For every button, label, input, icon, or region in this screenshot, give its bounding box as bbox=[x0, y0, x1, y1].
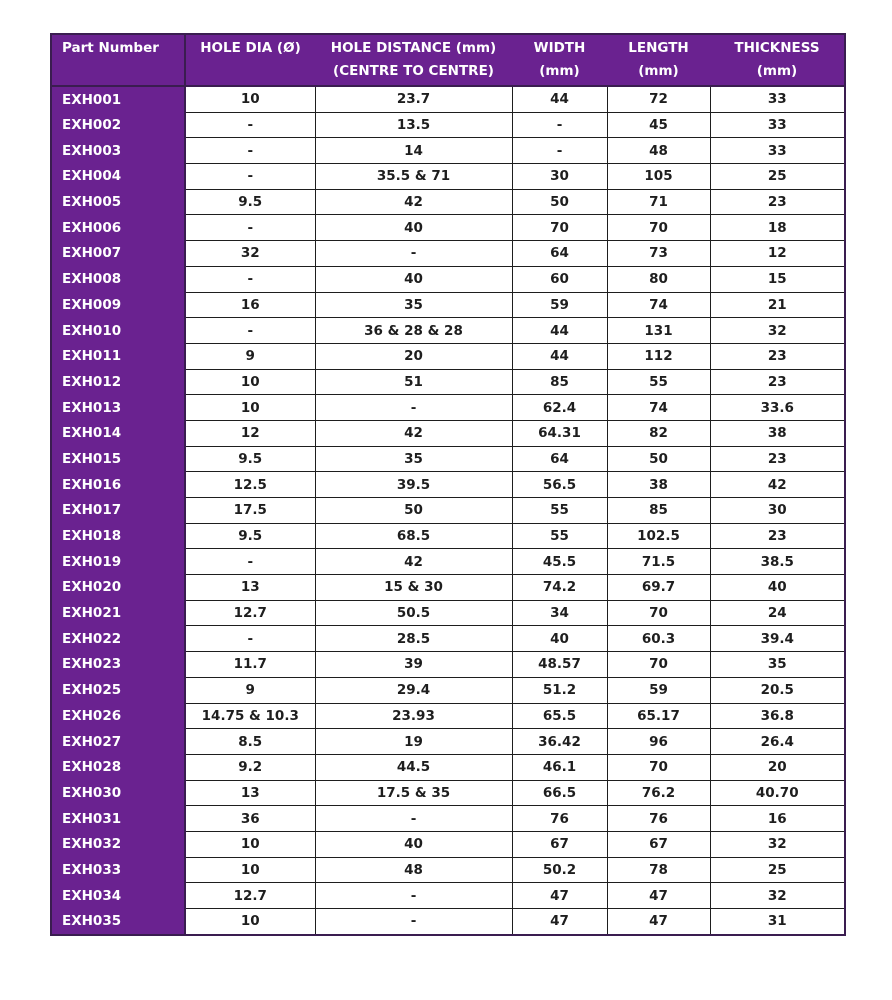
table-row bbox=[51, 754, 845, 780]
hole-distance-cell: - bbox=[315, 909, 512, 935]
part-number-cell: EXH011 bbox=[51, 343, 185, 369]
hole-dia-cell: 10 bbox=[185, 857, 315, 883]
part-number-cell: EXH032 bbox=[51, 831, 185, 857]
header-text-line: HOLE DIA (Ø) bbox=[200, 40, 301, 56]
part-number-cell: EXH007 bbox=[51, 241, 185, 267]
hole-dia-cell: - bbox=[185, 549, 315, 575]
length-cell: 67 bbox=[607, 831, 710, 857]
width-cell: 34 bbox=[512, 600, 607, 626]
part-number-cell: EXH014 bbox=[51, 420, 185, 446]
table-row bbox=[51, 420, 845, 446]
table-row bbox=[51, 189, 845, 215]
table-row bbox=[51, 652, 845, 678]
table-row bbox=[51, 138, 845, 164]
header-length bbox=[607, 34, 710, 86]
thickness-cell: 33 bbox=[710, 86, 845, 112]
length-cell: 47 bbox=[607, 909, 710, 935]
part-number-cell: EXH009 bbox=[51, 292, 185, 318]
length-cell: 96 bbox=[607, 729, 710, 755]
part-number-cell: EXH026 bbox=[51, 703, 185, 729]
table-row bbox=[51, 498, 845, 524]
part-number-cell: EXH004 bbox=[51, 164, 185, 190]
header-part-number bbox=[51, 34, 185, 86]
length-cell: 85 bbox=[607, 498, 710, 524]
hole-distance-cell: 40 bbox=[315, 215, 512, 241]
thickness-cell: 33 bbox=[710, 112, 845, 138]
table-row bbox=[51, 549, 845, 575]
thickness-cell: 40 bbox=[710, 575, 845, 601]
hole-dia-cell: 12.5 bbox=[185, 472, 315, 498]
hole-distance-cell: 13.5 bbox=[315, 112, 512, 138]
width-cell: 55 bbox=[512, 523, 607, 549]
width-cell: 64 bbox=[512, 446, 607, 472]
width-cell: 85 bbox=[512, 369, 607, 395]
table-row bbox=[51, 831, 845, 857]
part-number-cell: EXH023 bbox=[51, 652, 185, 678]
hole-distance-cell: 35 bbox=[315, 446, 512, 472]
hole-dia-cell: - bbox=[185, 266, 315, 292]
width-cell: 46.1 bbox=[512, 754, 607, 780]
hole-dia-cell: 10 bbox=[185, 369, 315, 395]
hole-dia-cell: 10 bbox=[185, 831, 315, 857]
hole-dia-cell: 12.7 bbox=[185, 600, 315, 626]
hole-dia-cell: - bbox=[185, 138, 315, 164]
hole-distance-cell: 42 bbox=[315, 549, 512, 575]
hole-dia-cell: 17.5 bbox=[185, 498, 315, 524]
width-cell: 59 bbox=[512, 292, 607, 318]
part-number-cell: EXH030 bbox=[51, 780, 185, 806]
header-hole-distance bbox=[315, 34, 512, 86]
hole-dia-cell: 32 bbox=[185, 241, 315, 267]
table-row bbox=[51, 241, 845, 267]
hole-distance-cell: 15 & 30 bbox=[315, 575, 512, 601]
table-row bbox=[51, 266, 845, 292]
length-cell: 112 bbox=[607, 343, 710, 369]
table-row bbox=[51, 600, 845, 626]
part-number-cell: EXH016 bbox=[51, 472, 185, 498]
thickness-cell: 33 bbox=[710, 138, 845, 164]
table-row bbox=[51, 86, 845, 112]
part-number-cell: EXH013 bbox=[51, 395, 185, 421]
hole-distance-cell: 36 & 28 & 28 bbox=[315, 318, 512, 344]
part-number-cell: EXH035 bbox=[51, 909, 185, 935]
thickness-cell: 25 bbox=[710, 164, 845, 190]
hole-dia-cell: 12.7 bbox=[185, 883, 315, 909]
hole-dia-cell: 12 bbox=[185, 420, 315, 446]
thickness-cell: 32 bbox=[710, 831, 845, 857]
part-number-cell: EXH003 bbox=[51, 138, 185, 164]
width-cell: 47 bbox=[512, 909, 607, 935]
thickness-cell: 21 bbox=[710, 292, 845, 318]
length-cell: 72 bbox=[607, 86, 710, 112]
table-row bbox=[51, 292, 845, 318]
hole-dia-cell: 14.75 & 10.3 bbox=[185, 703, 315, 729]
length-cell: 76 bbox=[607, 806, 710, 832]
hole-distance-cell: 50.5 bbox=[315, 600, 512, 626]
header-text-line: (mm) bbox=[539, 63, 580, 79]
hole-distance-cell: 23.93 bbox=[315, 703, 512, 729]
hole-distance-cell: 42 bbox=[315, 189, 512, 215]
thickness-cell: 16 bbox=[710, 806, 845, 832]
part-number-cell: EXH005 bbox=[51, 189, 185, 215]
width-cell: - bbox=[512, 138, 607, 164]
hole-distance-cell: 35.5 & 71 bbox=[315, 164, 512, 190]
thickness-cell: 31 bbox=[710, 909, 845, 935]
hole-dia-cell: 36 bbox=[185, 806, 315, 832]
hole-dia-cell: 9.5 bbox=[185, 523, 315, 549]
hole-distance-cell: 42 bbox=[315, 420, 512, 446]
hole-dia-cell: 13 bbox=[185, 575, 315, 601]
hole-dia-cell: 8.5 bbox=[185, 729, 315, 755]
length-cell: 60.3 bbox=[607, 626, 710, 652]
length-cell: 74 bbox=[607, 395, 710, 421]
header-hole-dia bbox=[185, 34, 315, 86]
length-cell: 70 bbox=[607, 652, 710, 678]
part-number-cell: EXH034 bbox=[51, 883, 185, 909]
hole-dia-cell: - bbox=[185, 626, 315, 652]
width-cell: 74.2 bbox=[512, 575, 607, 601]
parts-spec-table bbox=[50, 33, 846, 936]
part-number-cell: EXH019 bbox=[51, 549, 185, 575]
part-number-cell: EXH008 bbox=[51, 266, 185, 292]
part-number-cell: EXH018 bbox=[51, 523, 185, 549]
width-cell: 60 bbox=[512, 266, 607, 292]
length-cell: 48 bbox=[607, 138, 710, 164]
table-row bbox=[51, 806, 845, 832]
width-cell: 56.5 bbox=[512, 472, 607, 498]
width-cell: 48.57 bbox=[512, 652, 607, 678]
header-text-line: (CENTRE TO CENTRE) bbox=[333, 63, 494, 79]
part-number-cell: EXH022 bbox=[51, 626, 185, 652]
length-cell: 74 bbox=[607, 292, 710, 318]
length-cell: 70 bbox=[607, 754, 710, 780]
thickness-cell: 30 bbox=[710, 498, 845, 524]
table-row bbox=[51, 857, 845, 883]
length-cell: 70 bbox=[607, 215, 710, 241]
parts-table-container bbox=[50, 33, 844, 936]
width-cell: 50.2 bbox=[512, 857, 607, 883]
width-cell: 65.5 bbox=[512, 703, 607, 729]
length-cell: 76.2 bbox=[607, 780, 710, 806]
hole-distance-cell: 17.5 & 35 bbox=[315, 780, 512, 806]
hole-distance-cell: 19 bbox=[315, 729, 512, 755]
table-row bbox=[51, 780, 845, 806]
width-cell: 36.42 bbox=[512, 729, 607, 755]
hole-dia-cell: 13 bbox=[185, 780, 315, 806]
table-row bbox=[51, 395, 845, 421]
width-cell: 44 bbox=[512, 318, 607, 344]
width-cell: 44 bbox=[512, 343, 607, 369]
hole-distance-cell: 51 bbox=[315, 369, 512, 395]
length-cell: 78 bbox=[607, 857, 710, 883]
thickness-cell: 23 bbox=[710, 523, 845, 549]
table-row bbox=[51, 729, 845, 755]
table-row bbox=[51, 523, 845, 549]
width-cell: 51.2 bbox=[512, 677, 607, 703]
part-number-cell: EXH012 bbox=[51, 369, 185, 395]
thickness-cell: 23 bbox=[710, 189, 845, 215]
length-cell: 71.5 bbox=[607, 549, 710, 575]
hole-distance-cell: 40 bbox=[315, 266, 512, 292]
hole-distance-cell: 39.5 bbox=[315, 472, 512, 498]
hole-distance-cell: - bbox=[315, 883, 512, 909]
width-cell: 70 bbox=[512, 215, 607, 241]
hole-dia-cell: 10 bbox=[185, 86, 315, 112]
table-row bbox=[51, 318, 845, 344]
header-text-line: HOLE DISTANCE (mm) bbox=[330, 40, 497, 56]
width-cell: 30 bbox=[512, 164, 607, 190]
width-cell: 64 bbox=[512, 241, 607, 267]
thickness-cell: 40.70 bbox=[710, 780, 845, 806]
hole-distance-cell: 28.5 bbox=[315, 626, 512, 652]
table-row bbox=[51, 215, 845, 241]
hole-dia-cell: 11.7 bbox=[185, 652, 315, 678]
thickness-cell: 35 bbox=[710, 652, 845, 678]
length-cell: 82 bbox=[607, 420, 710, 446]
length-cell: 70 bbox=[607, 600, 710, 626]
hole-dia-cell: 9.5 bbox=[185, 189, 315, 215]
width-cell: 64.31 bbox=[512, 420, 607, 446]
header-text-line: WIDTH bbox=[533, 40, 586, 56]
hole-distance-cell: 29.4 bbox=[315, 677, 512, 703]
length-cell: 59 bbox=[607, 677, 710, 703]
thickness-cell: 38.5 bbox=[710, 549, 845, 575]
hole-dia-cell: 16 bbox=[185, 292, 315, 318]
width-cell: 45.5 bbox=[512, 549, 607, 575]
header-text-line: Part Number bbox=[62, 40, 159, 56]
thickness-cell: 20.5 bbox=[710, 677, 845, 703]
thickness-cell: 36.8 bbox=[710, 703, 845, 729]
length-cell: 50 bbox=[607, 446, 710, 472]
hole-distance-cell: 39 bbox=[315, 652, 512, 678]
table-row bbox=[51, 112, 845, 138]
table-row bbox=[51, 369, 845, 395]
width-cell: 66.5 bbox=[512, 780, 607, 806]
header-text-line: THICKNESS bbox=[734, 40, 820, 56]
hole-distance-cell: 23.7 bbox=[315, 86, 512, 112]
length-cell: 47 bbox=[607, 883, 710, 909]
table-row bbox=[51, 677, 845, 703]
table-row bbox=[51, 626, 845, 652]
table-row bbox=[51, 446, 845, 472]
table-row bbox=[51, 703, 845, 729]
length-cell: 105 bbox=[607, 164, 710, 190]
width-cell: 44 bbox=[512, 86, 607, 112]
part-number-cell: EXH028 bbox=[51, 754, 185, 780]
width-cell: 62.4 bbox=[512, 395, 607, 421]
hole-distance-cell: 68.5 bbox=[315, 523, 512, 549]
width-cell: 47 bbox=[512, 883, 607, 909]
header-text-line: (mm) bbox=[756, 63, 798, 79]
length-cell: 65.17 bbox=[607, 703, 710, 729]
length-cell: 45 bbox=[607, 112, 710, 138]
hole-distance-cell: 50 bbox=[315, 498, 512, 524]
width-cell: 55 bbox=[512, 498, 607, 524]
part-number-cell: EXH020 bbox=[51, 575, 185, 601]
table-row bbox=[51, 343, 845, 369]
part-number-cell: EXH010 bbox=[51, 318, 185, 344]
hole-distance-cell: - bbox=[315, 806, 512, 832]
width-cell: - bbox=[512, 112, 607, 138]
thickness-cell: 32 bbox=[710, 883, 845, 909]
thickness-cell: 38 bbox=[710, 420, 845, 446]
hole-distance-cell: 48 bbox=[315, 857, 512, 883]
hole-dia-cell: - bbox=[185, 164, 315, 190]
table-row bbox=[51, 164, 845, 190]
thickness-cell: 39.4 bbox=[710, 626, 845, 652]
hole-distance-cell: 40 bbox=[315, 831, 512, 857]
length-cell: 71 bbox=[607, 189, 710, 215]
hole-dia-cell: 10 bbox=[185, 909, 315, 935]
table-header-row bbox=[51, 34, 845, 86]
header-width bbox=[512, 34, 607, 86]
length-cell: 69.7 bbox=[607, 575, 710, 601]
thickness-cell: 32 bbox=[710, 318, 845, 344]
thickness-cell: 23 bbox=[710, 446, 845, 472]
thickness-cell: 33.6 bbox=[710, 395, 845, 421]
thickness-cell: 18 bbox=[710, 215, 845, 241]
table-body bbox=[51, 86, 845, 935]
hole-distance-cell: 44.5 bbox=[315, 754, 512, 780]
part-number-cell: EXH025 bbox=[51, 677, 185, 703]
width-cell: 76 bbox=[512, 806, 607, 832]
length-cell: 38 bbox=[607, 472, 710, 498]
header-text-line: LENGTH bbox=[628, 40, 689, 56]
part-number-cell: EXH002 bbox=[51, 112, 185, 138]
part-number-cell: EXH015 bbox=[51, 446, 185, 472]
hole-dia-cell: 9.5 bbox=[185, 446, 315, 472]
table-row bbox=[51, 883, 845, 909]
hole-dia-cell: 9 bbox=[185, 677, 315, 703]
hole-distance-cell: 14 bbox=[315, 138, 512, 164]
thickness-cell: 23 bbox=[710, 369, 845, 395]
thickness-cell: 25 bbox=[710, 857, 845, 883]
part-number-cell: EXH017 bbox=[51, 498, 185, 524]
part-number-cell: EXH027 bbox=[51, 729, 185, 755]
width-cell: 40 bbox=[512, 626, 607, 652]
part-number-cell: EXH001 bbox=[51, 86, 185, 112]
hole-dia-cell: - bbox=[185, 215, 315, 241]
hole-dia-cell: - bbox=[185, 318, 315, 344]
hole-distance-cell: 35 bbox=[315, 292, 512, 318]
thickness-cell: 20 bbox=[710, 754, 845, 780]
header-thickness bbox=[710, 34, 845, 86]
width-cell: 67 bbox=[512, 831, 607, 857]
table-row bbox=[51, 472, 845, 498]
thickness-cell: 23 bbox=[710, 343, 845, 369]
length-cell: 55 bbox=[607, 369, 710, 395]
length-cell: 131 bbox=[607, 318, 710, 344]
length-cell: 73 bbox=[607, 241, 710, 267]
thickness-cell: 12 bbox=[710, 241, 845, 267]
hole-dia-cell: - bbox=[185, 112, 315, 138]
part-number-cell: EXH006 bbox=[51, 215, 185, 241]
part-number-cell: EXH033 bbox=[51, 857, 185, 883]
width-cell: 50 bbox=[512, 189, 607, 215]
header-text-line: (mm) bbox=[638, 63, 679, 79]
hole-distance-cell: 20 bbox=[315, 343, 512, 369]
table-row bbox=[51, 575, 845, 601]
hole-dia-cell: 9 bbox=[185, 343, 315, 369]
thickness-cell: 26.4 bbox=[710, 729, 845, 755]
table-row bbox=[51, 909, 845, 935]
hole-distance-cell: - bbox=[315, 395, 512, 421]
hole-dia-cell: 9.2 bbox=[185, 754, 315, 780]
thickness-cell: 42 bbox=[710, 472, 845, 498]
hole-dia-cell: 10 bbox=[185, 395, 315, 421]
length-cell: 80 bbox=[607, 266, 710, 292]
hole-distance-cell: - bbox=[315, 241, 512, 267]
part-number-cell: EXH031 bbox=[51, 806, 185, 832]
part-number-cell: EXH021 bbox=[51, 600, 185, 626]
thickness-cell: 15 bbox=[710, 266, 845, 292]
thickness-cell: 24 bbox=[710, 600, 845, 626]
length-cell: 102.5 bbox=[607, 523, 710, 549]
